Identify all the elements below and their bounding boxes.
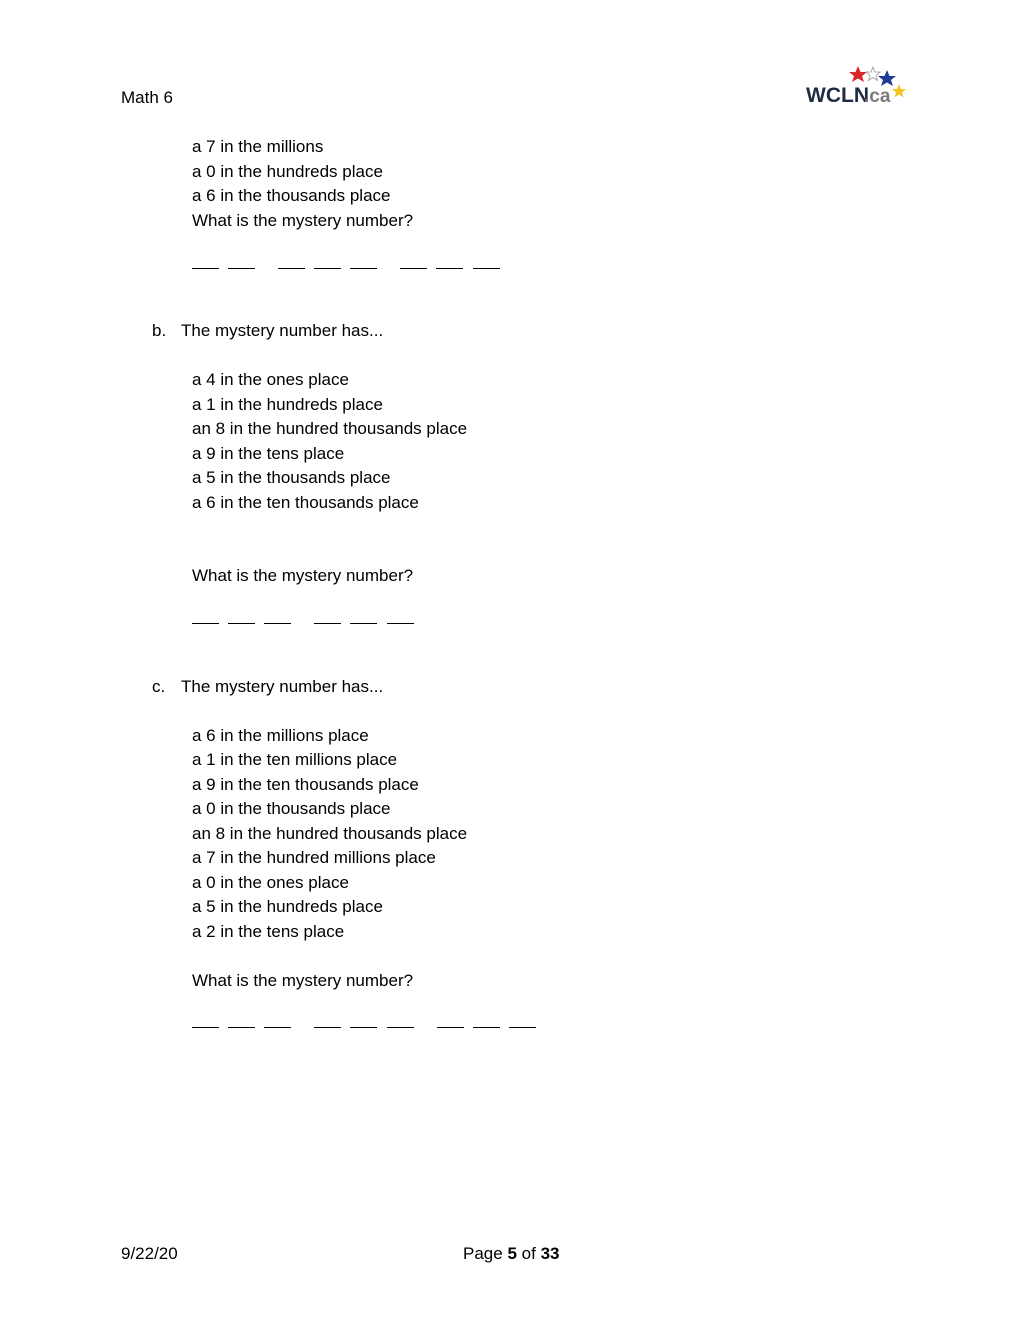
digit-blank[interactable] [400, 268, 427, 269]
clue-c-9: a 2 in the tens place [192, 922, 345, 941]
of-word: of [521, 1244, 536, 1263]
digit-blank[interactable] [228, 268, 255, 269]
digit-blank[interactable] [192, 1027, 219, 1028]
digit-blank[interactable] [278, 268, 305, 269]
digit-blank[interactable] [192, 623, 219, 624]
clue-c-3: a 9 in the ten thousands place [192, 775, 419, 794]
digit-blank[interactable] [387, 623, 414, 624]
footer-page-number [463, 1244, 559, 1264]
clue-c-8: a 5 in the hundreds place [192, 897, 383, 916]
yellow-star-icon [892, 84, 906, 98]
digit-blank[interactable] [436, 268, 463, 269]
clue-a-2: a 0 in the hundreds place [192, 162, 383, 181]
digit-blank[interactable] [228, 1027, 255, 1028]
clue-a-3: a 6 in the thousands place [192, 186, 391, 205]
clue-c-7: a 0 in the ones place [192, 873, 349, 892]
digit-blank[interactable] [350, 1027, 377, 1028]
clue-c-2: a 1 in the ten millions place [192, 750, 398, 769]
clue-b-5: a 5 in the thousands place [192, 468, 391, 487]
clue-b-6: a 6 in the ten thousands place [192, 493, 419, 512]
digit-blank[interactable] [314, 623, 341, 624]
clue-b-3: an 8 in the hundred thousands place [192, 419, 468, 438]
clue-b-2: a 1 in the hundreds place [192, 395, 383, 414]
intro-b: The mystery number has... [181, 321, 384, 340]
question-b: What is the mystery number? [192, 566, 414, 585]
digit-blank[interactable] [437, 1027, 464, 1028]
digit-blank[interactable] [314, 268, 341, 269]
logo-suffix: .ca [864, 86, 891, 107]
course-title: Math 6 [121, 88, 173, 107]
logo-text: WCLN [806, 84, 869, 107]
current-page: 5 [507, 1244, 517, 1263]
wcln-logo [806, 62, 916, 108]
digit-blank[interactable] [192, 268, 219, 269]
question-c: What is the mystery number? [192, 971, 414, 990]
item-marker-c: c. [152, 677, 166, 696]
blue-star-icon [878, 70, 896, 86]
digit-blank[interactable] [350, 268, 377, 269]
red-star-icon [849, 66, 867, 82]
intro-c: The mystery number has... [181, 677, 384, 696]
digit-blank[interactable] [387, 1027, 414, 1028]
clue-c-4: a 0 in the thousands place [192, 799, 391, 818]
clue-b-4: a 9 in the tens place [192, 444, 345, 463]
page-word: Page [463, 1244, 503, 1263]
digit-blank[interactable] [350, 623, 377, 624]
item-marker-b: b. [152, 321, 167, 340]
digit-blank[interactable] [473, 268, 500, 269]
digit-blank[interactable] [264, 1027, 291, 1028]
clue-b-1: a 4 in the ones place [192, 370, 349, 389]
footer-date: 9/22/20 [121, 1244, 178, 1263]
white-star-icon [866, 67, 880, 81]
question-a: What is the mystery number? [192, 211, 414, 230]
clue-a-1: a 7 in the millions [192, 137, 324, 156]
digit-blank[interactable] [473, 1027, 500, 1028]
clue-c-6: a 7 in the hundred millions place [192, 848, 436, 867]
digit-blank[interactable] [264, 623, 291, 624]
digit-blank[interactable] [314, 1027, 341, 1028]
digit-blank[interactable] [509, 1027, 536, 1028]
digit-blank[interactable] [228, 623, 255, 624]
clue-c-5: an 8 in the hundred thousands place [192, 824, 468, 843]
total-pages: 33 [540, 1244, 560, 1263]
clue-c-1: a 6 in the millions place [192, 726, 369, 745]
